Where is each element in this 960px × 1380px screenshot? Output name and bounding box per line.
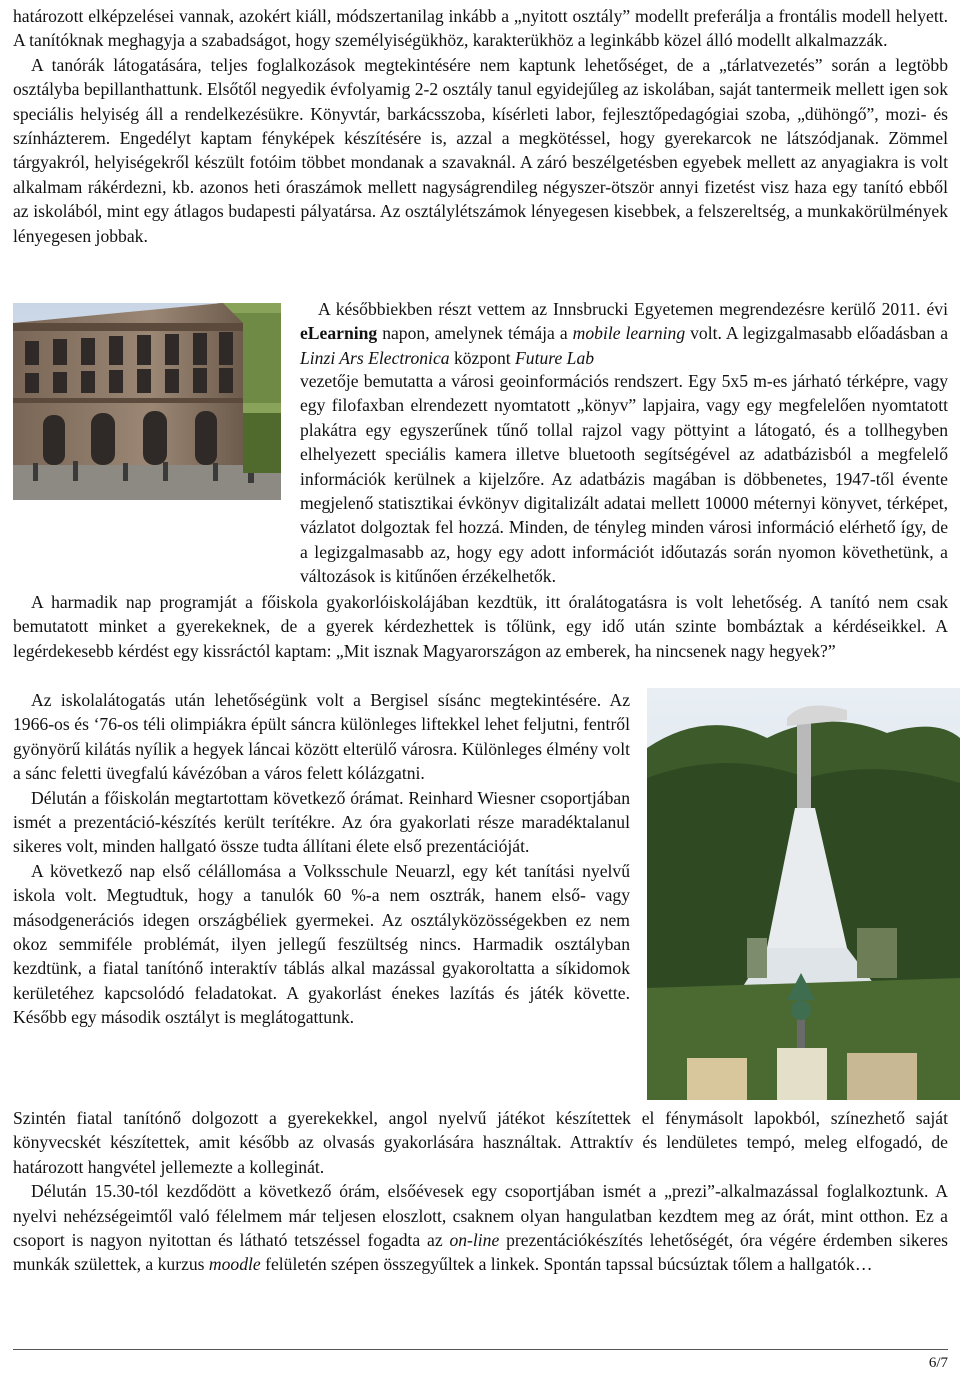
paragraph-2: A tanórák látogatására, teljes foglalkozások megtekintésére nem kaptunk lehetőséget, de a „tárlatvezetés” során a legtöbb osztályba bepillanthattunk. Elsőtől negyedik évfolyamig 2-2 osztály tanul egyidejűleg az iskolában, saját tantermeik mellett igen sok speciális helyiség áll a rendelkezésükre. Könyvtár, barkácsszoba, kísérleti labor, fejlesztőpedagógiai szoba, „dühöngő”, mozi- és színházterem. Engedélyt kaptam fényképek készítésére is, azzal a megkötéssel, hogy gyerekarcok ne látszódjanak. Zömmel tárgyakról, helyiségekről készült fotóim többet mondanak a szavaknál. A záró beszélgetésben egyebek mellett az anyagiakra is volt alkalmam rákérdezni, kb. azonos heti óraszámok mellett nagyságrendileg négyszer-ötször annyi fizetést visz haza egy tanító ebből az iskolából, mint egy átlagos budapesti pályatársa. Az osztálylétszámok lényegesen kisebbek, a felszereltség, a munkakörülmények lényegesen jobbak. bbox=[13, 54, 948, 246]
third-day-text bbox=[13, 590, 948, 663]
bottom-text-block bbox=[13, 1106, 948, 1277]
innsbruck-conference-text: A későbbiekben részt vettem az Innsbrucki Egyetemen megrendezésre kerülő 2011. évi eLearning napon, amelynek témája a mobile learning volt. A legizgalmasabb előadásban a Linzi Ars Electronica központ Future Lab bbox=[300, 299, 949, 368]
elearning-term: eLearning bbox=[300, 323, 378, 344]
paragraph-7: A következő nap első célállomása a Volksschule Neuarzl, egy két tanítási nyelvű iskola volt. Megtudtuk, hogy a tanulók 60 %-a nem osztrák, hanem első- vagy másodgenerációs idegen országbéliek gyermekei. Az osztályközösségekben ez nem okoz semmiféle problémát, ilyen jellegű feszültség nincs. Harmadik osztályban kezdtünk, a fiatal tanítónő interaktív táblás alkal mazással gyakoroltatta a síkidomok kerületéhez kapcsolódó feladatokat. A gyakorlást énekes lazítás és játék követte. Később egy második osztályt is meglátogattunk. bbox=[13, 860, 630, 1028]
online-term: on-line bbox=[449, 1230, 500, 1251]
geoinfo-paragraph: vezetője bemutatta a városi geoinformációs rendszert. Egy 5x5 m-es járható térképre, vagy egy filofaxban elrendezett nyomtatott „könyv” lapjaira, vagy egy megfelelően nyomtatott plakátra egy egyszerűnek tűnő tollal rajzol vagy pöttyint a látogató, és a tollhegyben elhelyezett speciális kamera illetve bluetooth segítségével az adatbázisból a megfelelő információk kerülnek a kijelzőre. Az adatbázis magában is döbbenetes, 1947-től évente megjelenő statisztikai évkönyv digitalizált adatai mellett 10000 méternyi könyvet, térképet, vázlatot dolgoztak fel hozzá. Minden, de tényleg minden városi információ elérhető így, de a legizgalmasabb az, hogy egy adott információt időutazás során nyomon követhetünk, a változások is kitűnően érzékelhetők. bbox=[300, 371, 948, 587]
ski-jump-photo-graphic bbox=[647, 688, 960, 1100]
future-lab-term: Future Lab bbox=[515, 347, 595, 368]
paragraph-1: határozott elképzelései vannak, azokért kiáll, módszertanilag inkább a „nyitott osztály” modellt preferálja a frontális modell helyett. A tanítóknak meghagyja a szabadságot, hogy személyiségükhöz, karakterükhöz a leginkább közel álló modellt alkalmazzák. bbox=[13, 6, 948, 51]
moodle-term: moodle bbox=[208, 1254, 261, 1275]
paragraph-4: A harmadik nap programját a főiskola gyakorlóiskolájában kezdtük, itt óralátogatásra is volt lehetőség. A tanító nem csak bemutatott minket a gyerekeknek, de a gyerek kérdezhettek is tőlünk, egy idő után szinte bombáztak a kérdéseikkel. A legérdekesebb kérdést egy kissráctól kaptam: „Mit isznak Magyarországon az emberek, ha nincsenek nagy hegyek?” bbox=[13, 592, 948, 661]
linzi-term: Linzi Ars Electronica bbox=[300, 347, 450, 368]
mobile-learning-term: mobile learning bbox=[572, 323, 686, 344]
paragraph-5: Az iskolalátogatás után lehetőségünk volt a Bergisel sísánc megtekintésére. Az 1966-os és ‘76-os téli olimpiákra épült sáncra különleges liftekkel lehet feljutni, fentről gyönyörű kilátás nyílik a hegyek láncai között elterülő városra. Különleges élmény volt a sánc feletti üvegfalú kávézóban a város felett kólázgatni. bbox=[13, 690, 630, 784]
footer-divider bbox=[13, 1349, 948, 1350]
paragraph-6: Délután a főiskolán megtartottam következő órámat. Reinhard Wiesner csoportjában ismét a prezentáció-készítés került terítékre. Az óra gyakorlati része maradéktalanul sikeres volt, minden hallgató össze tudta állítani élete első prezentációját. bbox=[13, 787, 630, 857]
left-column-text bbox=[13, 688, 630, 1030]
page-number: 6/7 bbox=[928, 1355, 948, 1371]
paragraph-8: Szintén fiatal tanítónő dolgozott a gyerekekkel, angol nyelvű játékot készítettek el fénymásolt lapokból, színezhető saját könyvecskét készítettek, amit később az olvasás gyakorlására használtak. Attraktív és lendületes tempó, meleg elfogadó, de határozott hangvétel jellemezte a kolleginát. bbox=[13, 1108, 948, 1177]
top-text-block bbox=[13, 4, 948, 248]
geoinfo-text bbox=[13, 369, 948, 589]
bergisel-ski-jump-photo bbox=[647, 688, 960, 1100]
paragraph-9: Délután 15.30-tól kezdődött a következő órám, elsőévesek egy csoportjában ismét a „prezi”-alkalmazással foglalkoztunk. A nyelvi nehézségeimtől való félelmem már teljesen eloszlott, csaknem olyan hangulatban kezdtem meg az órát, mint otthon. Ez a csoport is nagyon nyitottan és látható tetszéssel fogadta az on-line prezentációkészítés lehetőségét, óra végére érdemben sikeres munkák születtek, a kurzus moodle felületén szépen összegyűltek a linkek. Spontán tapssal búcsúztak tőlem a hallgatók… bbox=[13, 1181, 948, 1275]
